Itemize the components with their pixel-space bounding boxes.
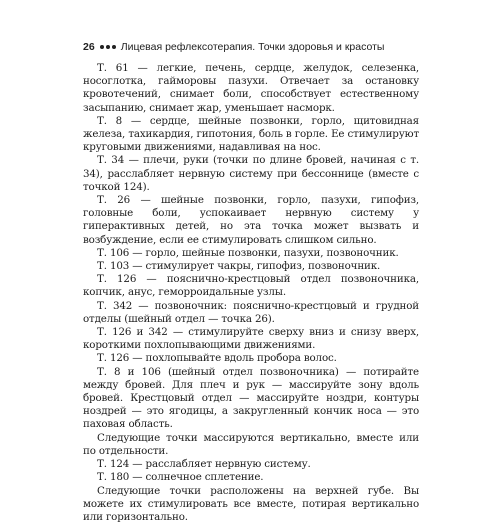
dot-icon <box>100 45 104 49</box>
dot-icon <box>106 45 110 49</box>
paragraph: Т. 103 — стимулирует чакры, гипофиз, позвоночник. <box>83 260 419 273</box>
paragraph: Т. 106 — горло, шейные позвонки, пазухи, позвоночник. <box>83 247 419 260</box>
book-page <box>83 40 419 524</box>
paragraph: Следующие точки расположены на верхней губе. Вы можете их стимулировать все вместе, потирая вертикально или горизонтально. <box>83 485 419 524</box>
paragraph: Т. 126 — пояснично-крестцовый отдел позвоночника, копчик, анус, геморроидальные узлы. <box>83 273 419 299</box>
paragraph: Т. 8 и 106 (шейный отдел позвоночника) — потирайте между бровей. Для плеч и рук — массируйте зону вдоль бровей. Крестцовый отдел — массируйте ноздри, контуры ноздрей — это ягодицы, а закругленный кончик носа — это паховая область. <box>83 366 419 432</box>
header-dots-ornament <box>100 45 116 49</box>
paragraph: Т. 34 — плечи, руки (точки по длине бровей, начиная с т. 34), расслабляет нервную систему при бессоннице (вместе с точкой 124). <box>83 154 419 194</box>
paragraph: Т. 8 — сердце, шейные позвонки, горло, щитовидная железа, тахикардия, гипотония, боль в горле. Ее стимулируют круговыми движениями, надавливая на нос. <box>83 115 419 155</box>
dot-icon <box>112 45 116 49</box>
paragraph: Т. 126 — похлопывайте вдоль пробора волос. <box>83 352 419 365</box>
page-number: 26 <box>83 41 95 53</box>
running-title: Лицевая рефлексотерапия. Точки здоровья и красоты <box>121 41 385 53</box>
paragraph: Т. 126 и 342 — стимулируйте сверху вниз и снизу вверх, короткими похлопывающими движениями. <box>83 326 419 352</box>
paragraph: Т. 342 — позвоночник: пояснично-крестцовый и грудной отделы (шейный отдел — точка 26). <box>83 300 419 326</box>
paragraph: Т. 61 — легкие, печень, сердце, желудок, селезенка, носоглотка, гайморовы пазухи. Отвечает за остановку кровотечений, снимает боли, способствует естественному засыпанию, снимает жар, уменьшает насморк. <box>83 62 419 115</box>
paragraph: Т. 180 — солнечное сплетение. <box>83 471 419 484</box>
paragraph: Т. 124 — расслабляет нервную систему. <box>83 458 419 471</box>
paragraph: Т. 26 — шейные позвонки, горло, пазухи, гипофиз, головные боли, успокаивает нервную систему у гиперактивных детей, но эта точка может вызвать и возбуждение, если ее стимулировать слишком сильно. <box>83 194 419 247</box>
paragraph: Следующие точки массируются вертикально, вместе или по отдельности. <box>83 432 419 458</box>
body-text <box>83 62 419 524</box>
page-header <box>83 40 419 54</box>
